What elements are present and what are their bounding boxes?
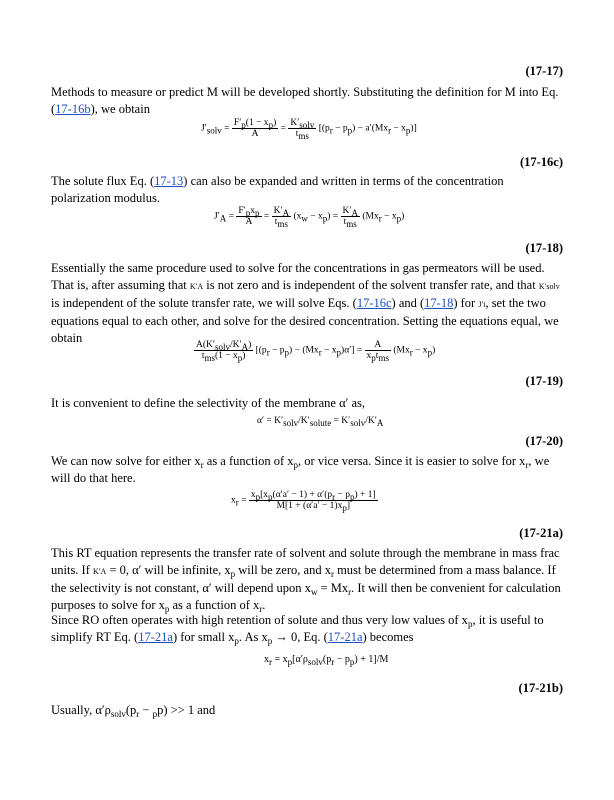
paragraph-usually: Usually, $\alpha'\rho_{solv}(p_r - _pp) >> 1$ and (51, 703, 216, 719)
equation-number-17-21a: (17-21a) (519, 526, 563, 540)
equation-17-21a: $x_r$ = $\frac{x_p[x_p(\alpha'a' - 1) + \alpha'(p_r - p_p) + 1]}{M[1 + (\alpha'a' - 1)x_p]}$ (231, 490, 376, 513)
symbol-jprime: J′i (478, 300, 486, 309)
link-eq-17-13[interactable]: 17-13 (154, 174, 184, 188)
paragraph-selectivity: It is convenient to define the selectivity of the membrane α′ as, (51, 396, 366, 410)
equation-number-17-18: (17-18) (525, 241, 563, 255)
link-eq-17-16b[interactable]: 17-16b (55, 102, 91, 116)
equation-number-17-17: (17-17) (525, 64, 563, 78)
equation-17-21b: $x_r = x_p[\alpha'\rho_{solv}(p_r - p_p) + 1]/M$ (264, 654, 389, 667)
equation-number-17-19: (17-19) (525, 374, 563, 388)
symbol-ksolv: K′solv (538, 282, 560, 291)
paragraph-solve-xr: We can now solve for either $x_r$ as a function of $x_p$, or vice versa. Since it is easier to solve for $x_r$, we will do that here. (51, 454, 550, 485)
paragraph-ro-retention: Since RO often operates with high retention of solute and thus very low values of $x_p$, it is useful to simplify RT Eq. (17-21a) for small $x_p$. As $x_p \to 0$, Eq. (17-21a) becomes (51, 613, 544, 646)
link-eq-17-21a-second[interactable]: 17-21a (327, 630, 363, 644)
equation-17-19: $\frac{A(K'_{solv}/K'_A)}{t_{ms}(1 - x_p)}$ $[(p_r - p_p) - (Mx_r - x_p)\alpha']$ = $\frac{A}{x_pt_{ms}}$ $(Mx_r - x_p)$ (196, 340, 436, 363)
equation-17-20: $\alpha' = K'_{solv}/K'_{solute} = K'_{solv}/K'_A$ (257, 416, 384, 428)
paragraph-procedure: Essentially the same procedure used to solve for the concentrations in gas permeators will be used. That is, after assuming that K′A is not zero and is independent of the solvent transfer rate, and that K′solv is independent of the solute transfer rate, we will solve Eqs. (17-16c) and (17-18) for J′i, set the two equations equal to each other, and solve for the desired concentration. Setting the equations equal, we obtain (51, 261, 560, 345)
link-eq-17-21a-first[interactable]: 17-21a (138, 630, 173, 644)
equation-number-17-20: (17-20) (525, 434, 563, 448)
paragraph-solute-flux: The solute flux Eq. (17-13) can also be expanded and written in terms of the concentration polarization modulus. (51, 174, 504, 205)
equation-number-17-16c: (17-16c) (519, 155, 563, 169)
link-eq-17-18[interactable]: 17-18 (424, 296, 454, 310)
link-eq-17-16c[interactable]: 17-16c (356, 296, 392, 310)
equation-17-18: $J'_A$ = $\frac{F'_px_p}{A}$ = $\frac{K'_A}{t_{ms}}$ $(x_w - x_p)$ = $\frac{K'_A}{t_{ms}}$ $(Mx_r - x_p)$ (214, 206, 405, 229)
equation-17-16c: $J'_{solv}$ = $\frac{F'_p(1 - x_p)}{A}$ = $\frac{K'_{solv}}{t_{ms}}$ $[(p_r - p_p) - a'(Mx_r - x_p)]$ (201, 118, 417, 141)
paragraph-methods: Methods to measure or predict M will be developed shortly. Substituting the definition for M into Eq. (17-16b), we obtain (51, 85, 559, 116)
symbol-ka: K′A (189, 282, 204, 291)
equation-number-17-21b: (17-21b) (518, 681, 563, 695)
paragraph-rt-equation: This RT equation represents the transfer rate of solvent and solute through the membrane in mass frac units. If K′A = 0, α′ will be infinite, $x_p$ will be zero, and $x_r$ must be determined from a mass balance. If the selectivity is not constant, α′ will depend upon $x_w = Mx_r$. It will then be convenient for calculation purposes to solve for $x_p$ as a function of $x_r$. (51, 546, 561, 614)
